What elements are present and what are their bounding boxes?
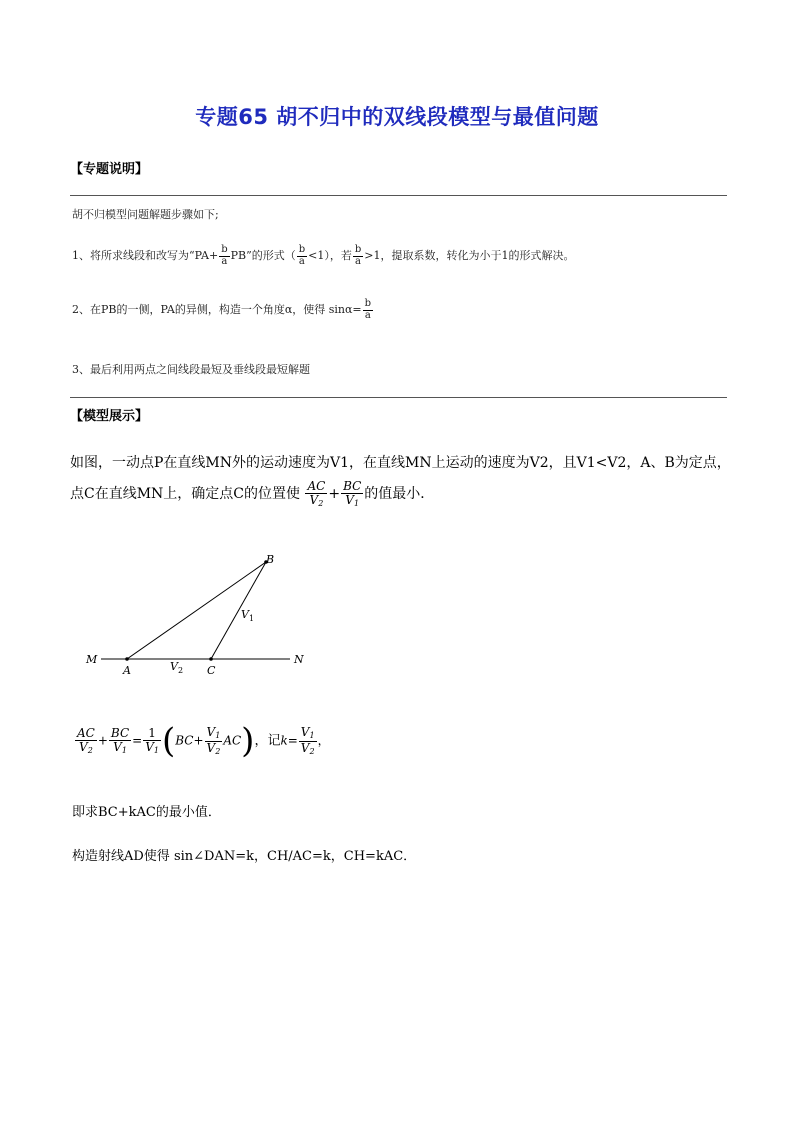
geometry-figure (80, 550, 320, 680)
formula-end: ， (317, 733, 330, 748)
fraction-numerator: b (298, 244, 306, 255)
fraction-denominator: a (353, 256, 363, 268)
step-1-text-b: PB”的形式（ (230, 249, 296, 262)
page-title: 专题65 胡不归中的双线段模型与最值问题 (195, 105, 599, 129)
model-line-2-tail: 的值最小． (364, 486, 435, 502)
step-1-text-d: >1，提取系数，转化为小于1的形式解决。 (364, 249, 575, 262)
segment-cb (211, 562, 266, 659)
fraction-denominator: a (297, 256, 307, 268)
fraction-denominator: a (219, 256, 229, 268)
line-construct: 构造射线AD使得 sin∠DAN=k，CH/AC=k，CH=kAC． (72, 849, 417, 864)
divider-top (70, 195, 727, 196)
divider-middle (70, 397, 727, 398)
fraction-v1-over-v2-k: $\frac{V_1}{V_2}$ (300, 725, 315, 756)
label-b: B (266, 553, 275, 566)
step-3: 3、最后利用两点之间线段最短及垂线段最短解题 (72, 363, 310, 376)
fraction-1-over-v1: $\frac{1}{V_1}$ (145, 726, 159, 755)
fraction-numerator: b (221, 244, 228, 255)
line-minimum: 即求BC+kAC的最小值． (72, 805, 221, 820)
fraction-numerator: b (354, 244, 362, 255)
paren-open: ( (161, 721, 176, 761)
label-v2: $V_2$ (170, 660, 184, 675)
step-1-text-a: 1、将所求线段和改写为“PA+ (72, 249, 219, 262)
point-c (209, 657, 213, 661)
label-v1: $V_1$ (241, 608, 255, 623)
label-m: M (86, 653, 98, 666)
step-2 (72, 299, 374, 321)
section-heading-model: 【模型展示】 (70, 409, 149, 424)
fraction-ac-over-v2: $\frac{AC}{V_2}$ (307, 479, 326, 508)
fraction-bc-over-v1: $\frac{BC}{V_1}$ (110, 726, 130, 755)
label-c: C (207, 664, 216, 677)
point-a (125, 657, 129, 661)
formula-k: k (280, 733, 288, 748)
fraction-v1-over-v2: $\frac{V_1}{V_2}$ (206, 725, 221, 756)
model-paragraph-line-2: 点C在直线MN上，确定点C的位置使 $\frac{AC}{V_2}$ + $\frac{BC}{V_1}$ 的值最小． (70, 479, 435, 508)
step-1 (72, 245, 574, 267)
fraction-b-over-a-4 (363, 299, 373, 321)
model-paragraph-line-1: 如图，一动点P在直线MN外的运动速度为V1，在直线MN上运动的速度为V2，且V1<V2，A、B为定点， (70, 455, 731, 471)
fraction-bc-over-v1: $\frac{BC}{V_1}$ (343, 479, 362, 508)
section-heading-description: 【专题说明】 (70, 162, 149, 177)
fraction-ac-over-v2: $\frac{AC}{V_2}$ (77, 726, 95, 755)
fraction-b-over-a-2 (297, 245, 307, 267)
formula-expansion: $\frac{AC}{V_2}$ + $\frac{BC}{V_1}$ = $\frac{1}{V_1}$ (BC+ $\frac{V_1}{V_2}$ AC)，记k= $\frac{V_1}{V_2}$ ， (77, 721, 330, 761)
model-line-2-text: 点C在直线MN上，确定点C的位置使 (70, 486, 301, 502)
steps-intro: 胡不归模型问题解题步骤如下; (72, 208, 219, 221)
step-1-text-c: <1），若 (308, 249, 352, 262)
fraction-b-over-a-3 (353, 245, 363, 267)
fraction-numerator: b (364, 298, 372, 309)
fraction-b-over-a (219, 245, 229, 267)
label-n: N (294, 653, 304, 666)
formula-note: ，记 (254, 733, 281, 749)
fraction-denominator: a (363, 310, 373, 322)
label-a: A (123, 664, 131, 677)
step-2-text: 2、在PB的一侧，PA的异侧，构造一个角度α，使得 sinα= (72, 303, 362, 316)
paren-close: ) (241, 721, 255, 761)
